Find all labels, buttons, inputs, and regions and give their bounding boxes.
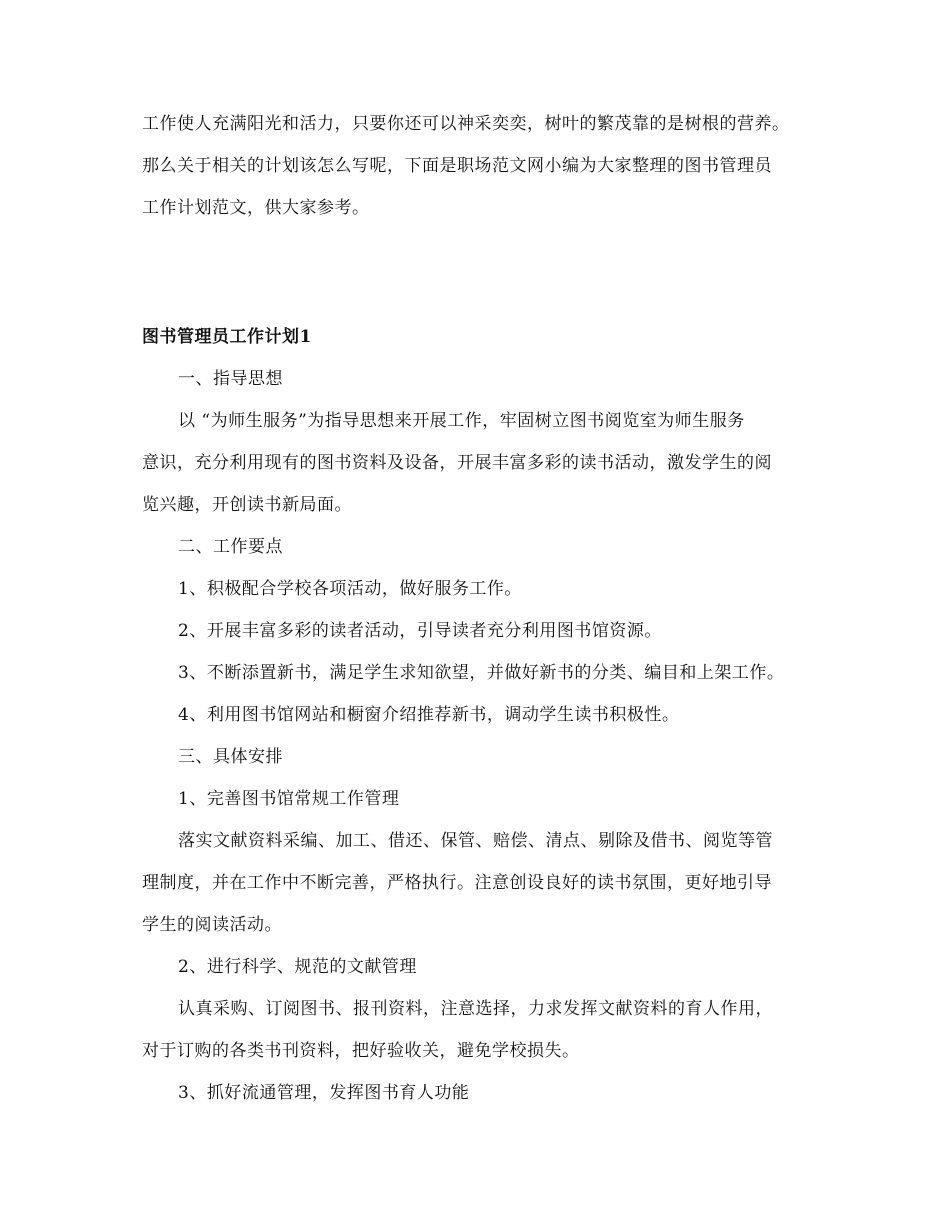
list-item: 2、开展丰富多彩的读者活动，引导读者充分利用图书馆资源。	[178, 621, 662, 641]
paragraph-line: 理制度，并在工作中不断完善，严格执行。注意创设良好的读书氛围，更好地引导	[142, 873, 772, 893]
paragraph-line: 意识，充分利用现有的图书资料及设备，开展丰富多彩的读书活动，激发学生的阅	[142, 453, 772, 473]
list-item: 1、积极配合学校各项活动，做好服务工作。	[178, 579, 522, 599]
paragraph-line: 落实文献资料采编、加工、借还、保管、赔偿、清点、剔除及借书、阅览等管	[178, 831, 773, 851]
intro-line: 工作使人充满阳光和活力，只要你还可以神采奕奕，树叶的繁茂靠的是树根的营养。	[142, 114, 790, 134]
intro-paragraph	[142, 103, 832, 229]
paragraph-line: 认真采购、订阅图书、报刊资料，注意选择，力求发挥文献资料的育人作用，	[178, 999, 773, 1019]
intro-line: 那么关于相关的计划该怎么写呢，下面是职场范文网小编为大家整理的图书管理员	[142, 156, 772, 176]
paragraph-line: 对于订购的各类书刊资料，把好验收关，避免学校损失。	[142, 1041, 580, 1061]
subheading: 2、进行科学、规范的文献管理	[178, 957, 417, 977]
list-item: 3、不断添置新书，满足学生求知欲望，并做好新书的分类、编目和上架工作。	[178, 663, 785, 683]
subheading: 1、完善图书馆常规工作管理	[178, 789, 400, 809]
heading-work-points: 二、工作要点	[178, 537, 283, 557]
heading-guiding-ideology: 一、指导思想	[178, 369, 283, 389]
plan-section	[142, 316, 832, 1114]
paragraph-line: 览兴趣，开创读书新局面。	[142, 495, 352, 515]
intro-line: 工作计划范文，供大家参考。	[142, 198, 370, 218]
list-item: 4、利用图书馆网站和橱窗介绍推荐新书，调动学生读书积极性。	[178, 705, 680, 725]
subheading: 3、抓好流通管理，发挥图书育人功能	[178, 1083, 470, 1103]
heading-specific-arrangements: 三、具体安排	[178, 747, 283, 767]
paragraph-line: 学生的阅读活动。	[142, 915, 282, 935]
section-title: 图书管理员工作计划1	[142, 327, 312, 347]
paragraph-line: 以 “为师生服务”为指导思想来开展工作，牢固树立图书阅览室为师生服务	[178, 411, 745, 431]
